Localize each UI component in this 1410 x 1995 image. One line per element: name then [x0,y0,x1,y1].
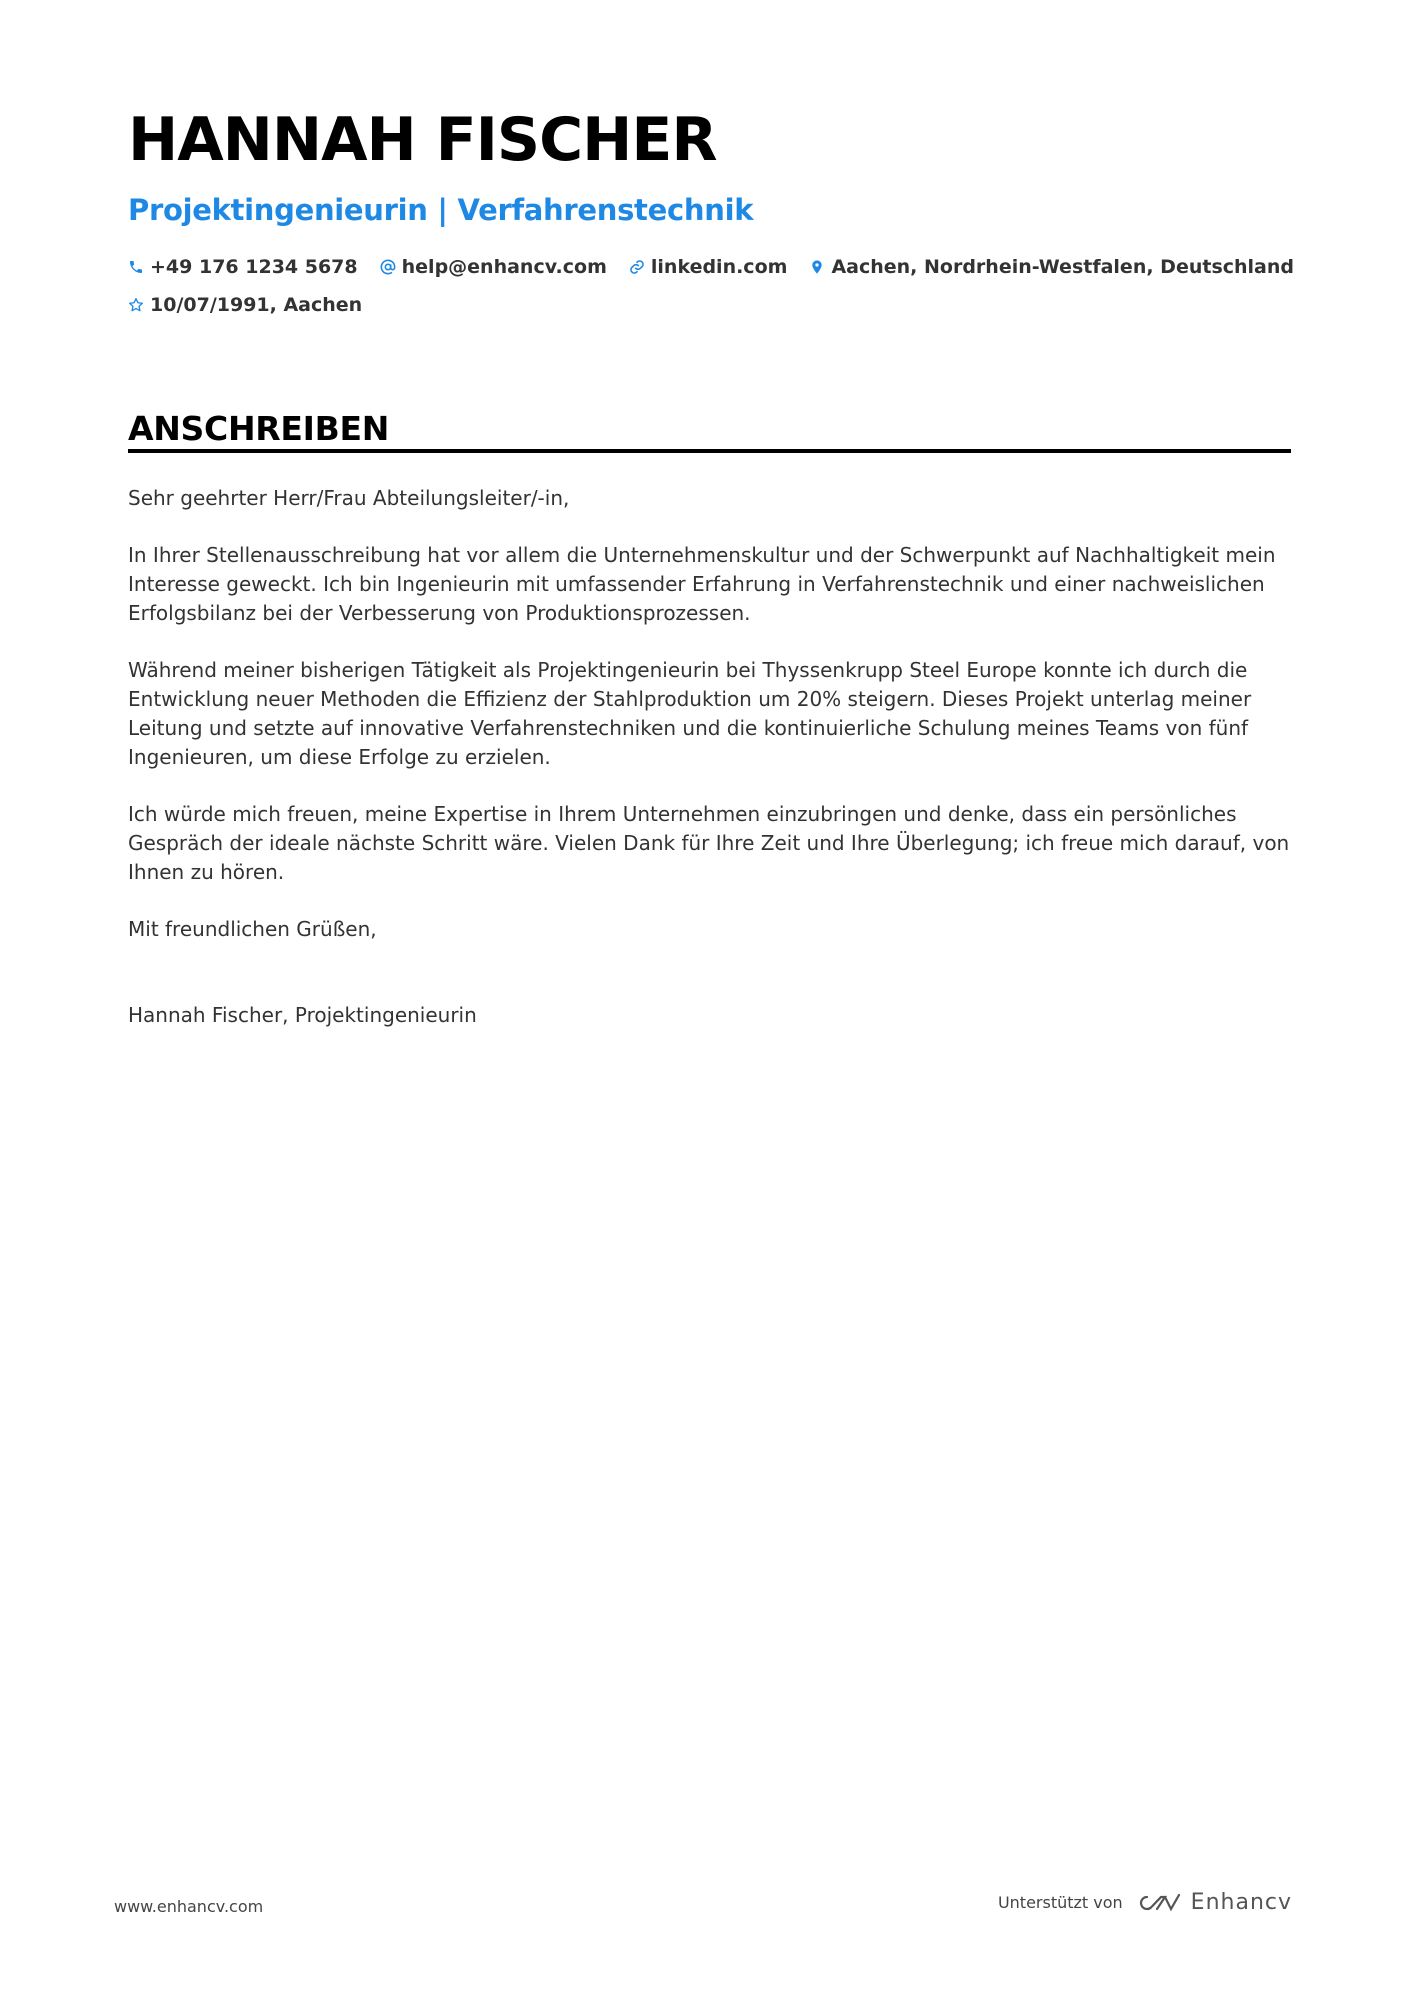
at-icon [380,257,396,277]
contact-email[interactable] [380,256,607,278]
letter-closing: Mit freundlichen Grüßen, [128,917,377,941]
contact-link[interactable] [629,256,788,278]
letter-paragraph: Ich würde mich freuen, meine Expertise in Ihrem Unternehmen einzubringen und denke, dass ein persönliches Gespräch der ideale nächste Schritt wäre. Vielen Dank für Ihre Zeit und Ihre Überlegung; ich freue mich darauf, von Ihnen zu hören. [128,802,1290,884]
contact-phone[interactable] [128,256,358,278]
location-text: Aachen, Nordrhein-Westfalen, Deutschland [831,256,1295,278]
powered-by-text: Unterstützt von [997,1893,1123,1912]
applicant-name: HANNAH FISCHER [128,105,717,175]
footer-branding [998,1890,1292,1915]
contact-location [809,256,1294,278]
link-icon [629,257,645,277]
star-icon [128,295,144,315]
section-title: ANSCHREIBEN [128,409,390,448]
enhancv-logo-icon [1135,1891,1181,1915]
link-text: linkedin.com [650,256,788,278]
phone-text: +49 176 1234 5678 [150,256,358,278]
email-text: help@enhancv.com [401,256,607,278]
contact-info [128,253,1295,329]
letter-body [128,484,1291,1058]
letter-paragraph: Während meiner bisherigen Tätigkeit als Projektingenieurin bei Thyssenkrupp Steel Europe konnte ich durch die Entwicklung neuer Methoden die Effizienz der Stahlproduktion um 20% steigern. Dieses Projekt unterlag meiner Leitung und setzte auf innovative Verfahrenstechniken und die kontinuierliche Schulung meines Teams von fünf Ingenieuren, um diese Erfolge zu erzielen. [128,658,1252,769]
contact-birth [128,294,362,316]
contact-row [128,253,1295,281]
letter-paragraph: In Ihrer Stellenausschreibung hat vor allem die Unternehmenskultur und der Schwerpunkt auf Nachhaltigkeit mein Interesse geweckt. Ich bin Ingenieurin mit umfassender Erfahrung in Verfahrenstechnik und einer nachweislichen Erfolgsbilanz bei der Verbesserung von Produktionsprozessen. [128,543,1276,625]
phone-icon [128,257,144,277]
letter-salutation: Sehr geehrter Herr/Frau Abteilungsleiter/-in, [128,486,570,510]
contact-row [128,291,1291,319]
brand-name: Enhancv [1190,1890,1292,1915]
footer-website[interactable]: www.enhancv.com [114,1897,264,1916]
birth-text: 10/07/1991, Aachen [150,294,363,316]
map-pin-icon [809,257,825,277]
applicant-title: Projektingenieurin | Verfahrenstechnik [128,193,754,227]
letter-signature: Hannah Fischer, Projektingenieurin [128,1003,477,1027]
section-divider [128,449,1291,453]
